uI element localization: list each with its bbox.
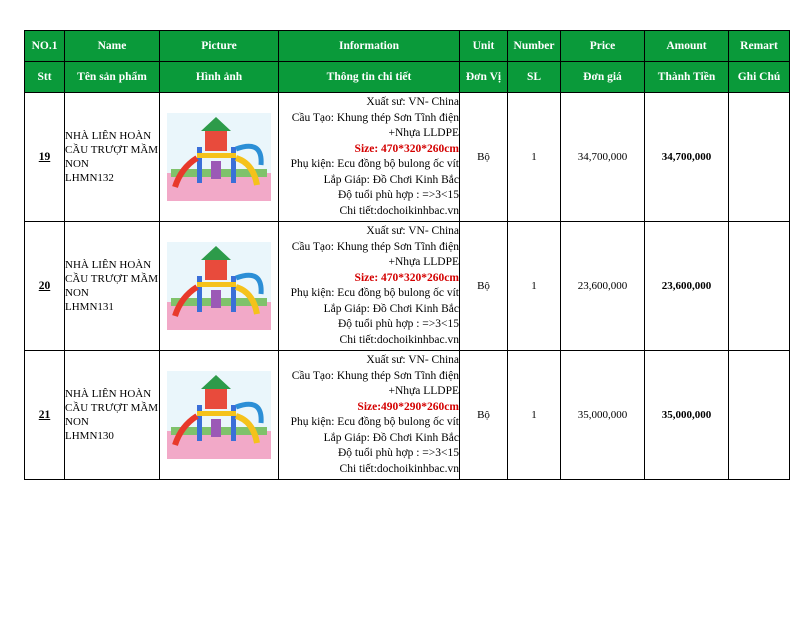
unit-cell: Bộ: [460, 93, 508, 222]
col-don-vi: Đơn Vị: [460, 62, 508, 93]
unit-cell: Bộ: [460, 222, 508, 351]
col-stt: Stt: [25, 62, 65, 93]
row-stt-link[interactable]: 19: [25, 93, 65, 222]
product-information: Xuất sư: VN- China Cầu Tạo: Khung thép Sơn Tĩnh điện +Nhựa LLDPE Size: 470*320*260cm Phụ kiện: Ecu đồng bộ bulong ốc vít Lắp Giáp: Đồ Chơi Kinh Bắc Độ tuổi phù hợp : =>3<15 Chi tiết:dochoikinhbac.vn: [279, 222, 460, 351]
col-sl: SL: [508, 62, 561, 93]
playground-slide-image: [167, 113, 271, 201]
product-table: [24, 30, 790, 480]
quantity-cell: 1: [508, 93, 561, 222]
col-picture: Picture: [160, 31, 279, 62]
product-picture-cell: [160, 93, 279, 222]
note-cell: [729, 93, 790, 222]
price-cell: 23,600,000: [561, 222, 645, 351]
col-price: Price: [561, 31, 645, 62]
col-number: Number: [508, 31, 561, 62]
unit-cell: Bộ: [460, 351, 508, 480]
amount-cell: 23,600,000: [645, 222, 729, 351]
col-no: NO.1: [25, 31, 65, 62]
amount-cell: 35,000,000: [645, 351, 729, 480]
product-information: Xuất sư: VN- China Cầu Tạo: Khung thép Sơn Tĩnh điện +Nhựa LLDPE Size:490*290*260cm Phụ kiện: Ecu đồng bộ bulong ốc vít Lắp Giáp: Đồ Chơi Kinh Bắc Độ tuổi phù hợp : =>3<15 Chi tiết:dochoikinhbac.vn: [279, 351, 460, 480]
product-information: Xuất sư: VN- China Cầu Tạo: Khung thép Sơn Tĩnh điện +Nhựa LLDPE Size: 470*320*260cm Phụ kiện: Ecu đồng bộ bulong ốc vít Lắp Giáp: Đồ Chơi Kinh Bắc Độ tuổi phù hợp : =>3<15 Chi tiết:dochoikinhbac.vn: [279, 93, 460, 222]
col-thong-tin: Thông tin chi tiết: [279, 62, 460, 93]
amount-cell: 34,700,000: [645, 93, 729, 222]
playground-slide-image: [167, 371, 271, 459]
table-row: [25, 93, 790, 222]
col-remark: Remart: [729, 31, 790, 62]
price-cell: 34,700,000: [561, 93, 645, 222]
row-stt-link[interactable]: 21: [25, 351, 65, 480]
product-name: NHÀ LIÊN HOÀN CẦU TRƯỢT MẦM NON LHMN130: [65, 351, 160, 480]
note-cell: [729, 222, 790, 351]
table-row: [25, 351, 790, 480]
table-row: [25, 222, 790, 351]
price-cell: 35,000,000: [561, 351, 645, 480]
product-picture-cell: [160, 222, 279, 351]
quantity-cell: 1: [508, 351, 561, 480]
header-row-vietnamese: [25, 62, 790, 93]
col-hinh-anh: Hình ảnh: [160, 62, 279, 93]
quantity-cell: 1: [508, 222, 561, 351]
note-cell: [729, 351, 790, 480]
col-ten-san-pham: Tên sản phẩm: [65, 62, 160, 93]
product-name: NHÀ LIÊN HOÀN CẦU TRƯỢT MẦM NON LHMN132: [65, 93, 160, 222]
col-thanh-tien: Thành Tiền: [645, 62, 729, 93]
col-ghi-chu: Ghi Chú: [729, 62, 790, 93]
row-stt-link[interactable]: 20: [25, 222, 65, 351]
col-information: Information: [279, 31, 460, 62]
col-name: Name: [65, 31, 160, 62]
product-picture-cell: [160, 351, 279, 480]
col-don-gia: Đơn giá: [561, 62, 645, 93]
product-name: NHÀ LIÊN HOÀN CẦU TRƯỢT MẦM NON LHMN131: [65, 222, 160, 351]
playground-slide-image: [167, 242, 271, 330]
col-amount: Amount: [645, 31, 729, 62]
header-row-english: [25, 31, 790, 62]
col-unit: Unit: [460, 31, 508, 62]
